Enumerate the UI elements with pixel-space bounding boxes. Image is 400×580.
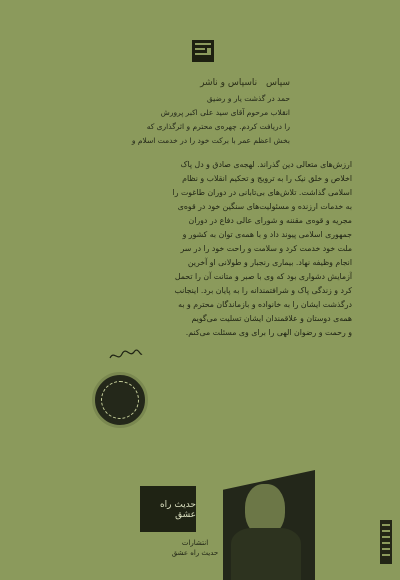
text-line: همه‌ی دوستان و علاقمندان ایشان تسلیت می‌گویم <box>191 314 352 323</box>
barcode-icon <box>380 520 392 564</box>
publisher-logo-icon <box>192 40 214 62</box>
book-title-logo <box>140 486 196 532</box>
page-heading <box>200 78 290 88</box>
text-line: به خدمات ارزنده و مسئولیت‌های سنگین خود در قوه‌ی <box>177 202 352 211</box>
portrait-image <box>223 470 315 580</box>
publisher-line2: حدیث راه عشق <box>171 549 219 557</box>
heading-subtitle: ناسپاس و ناشر <box>200 78 258 88</box>
heading-title: سپاس <box>266 78 290 88</box>
seal-icon <box>92 372 148 428</box>
book-title-text: حدیث راه عشق <box>159 500 196 520</box>
text-line: ملت خود خدمت کرد و سلامت و راحت خود را در سر <box>180 244 352 253</box>
text-line: اخلاص و خلق نیک را به ترویج و تحکیم انقلاب و نظام <box>182 174 352 183</box>
publisher-line1: انتشارات <box>181 539 209 547</box>
text-line: کرد و زندگی پاک و شرافتمندانه را به پایان برد. اینجانب <box>174 286 352 295</box>
text-line: ارزش‌های متعالی دین گذراند. لهجه‌ی صادق و دل پاک <box>180 160 352 169</box>
intro-line: حمد در گذشت یار و رضیق <box>206 94 290 103</box>
intro-lines <box>105 92 290 148</box>
text-line: انجام وظیفه نهاد. بیماری رنجبار و طولانی او آخرین <box>187 258 352 267</box>
text-line: اسلامی گذاشت. تلاش‌های بی‌تابانی در دوران طاغوت را <box>172 188 352 197</box>
main-text <box>52 158 352 340</box>
intro-line: بخش اعظم عمر با برکت خود را در خدمت اسلام و <box>131 136 290 145</box>
text-line: مجریه و قوه‌ی مقننه و شورای عالی دفاع در دوران <box>188 216 352 225</box>
intro-line: انقلاب مرحوم آقای سید علی اکبر پرورش <box>160 108 290 117</box>
text-line: جمهوری اسلامی پیوند داد و با همه‌ی توان به کشور و <box>182 230 352 239</box>
intro-line: را دریافت کردم. چهره‌ی محترم و اثرگذاری که <box>146 122 290 131</box>
text-line: آزمایش دشواری بود که وی با صبر و متانت آن را تحمل <box>174 272 352 281</box>
signature-icon <box>108 346 144 364</box>
text-line: درگذشت ایشان را به خانواده و بازماندگان محترم و به <box>178 300 352 309</box>
text-line: و رحمت و رضوان الهی را برای وی مسئلت می‌کنم. <box>185 328 352 337</box>
